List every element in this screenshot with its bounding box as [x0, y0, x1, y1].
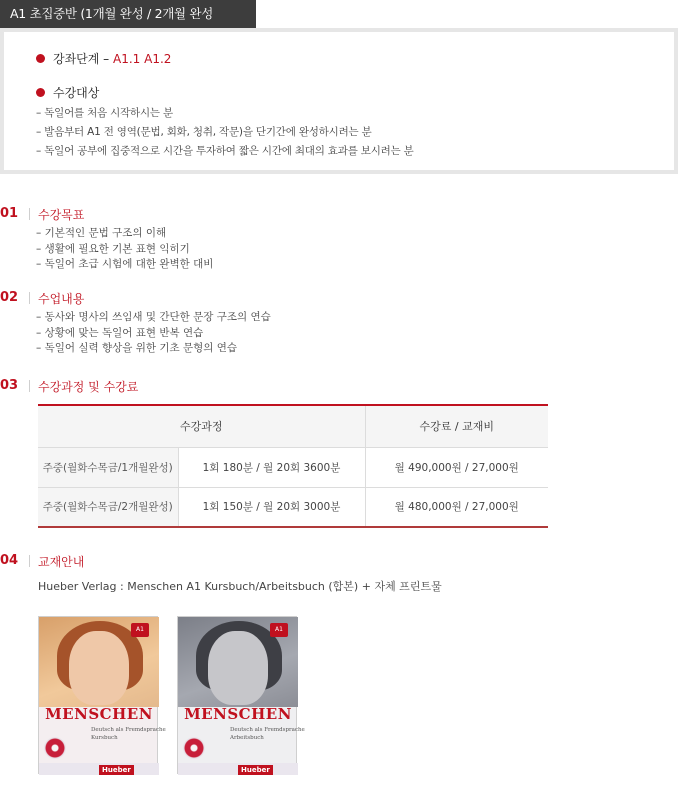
list-item: – 상황에 맞는 독일어 표현 반복 연습 — [36, 326, 204, 339]
textbook-info: Hueber Verlag : Menschen A1 Kursbuch/Arbeitsbuch (합본) + 자체 프린트물 — [38, 580, 442, 593]
section-divider — [29, 380, 30, 392]
list-item: – 기본적인 문법 구조의 이해 — [36, 227, 167, 239]
list-item: – 생활에 필요한 기본 표현 익히기 — [36, 242, 190, 255]
goals-list — [36, 226, 213, 273]
list-item: – 동사와 명사의 쓰임새 및 간단한 문장 구조의 연습 — [36, 311, 271, 323]
publisher-logo: Hueber — [238, 765, 273, 775]
cd-icon — [44, 737, 66, 759]
cd-icon — [183, 737, 205, 759]
section-number: 02 — [0, 290, 19, 305]
arbeitsbuch-cover-image — [177, 616, 305, 774]
course-summary-box — [0, 28, 678, 174]
table-header-row — [38, 405, 548, 447]
book-subtitle-line: Kursbuch — [91, 735, 118, 741]
course-schedule: 1회 180분 / 월 20회 3600분 — [178, 447, 365, 487]
table-row — [38, 447, 548, 487]
section-title: 수강목표 — [38, 208, 85, 222]
book-subtitle-line: Deutsch als Fremdsprache — [91, 727, 166, 733]
course-name: 주중(월화수목금/2개월완성) — [38, 487, 178, 527]
bullet-dot-icon — [36, 88, 45, 97]
book-subtitle-line: Deutsch als Fremdsprache — [230, 727, 305, 733]
course-stage-label: 강좌단계 – — [53, 52, 110, 66]
table-header-fee: 수강료 / 교재비 — [365, 405, 548, 447]
level-badge: A1 — [131, 623, 149, 637]
book-brand: MENSCHEN — [45, 705, 153, 723]
content-list — [36, 310, 271, 357]
target-audience-heading — [36, 84, 99, 101]
section-title: 수강과정 및 수강료 — [38, 380, 139, 394]
book-subtitle — [91, 726, 166, 742]
book-subtitle — [230, 726, 305, 742]
bullet-dot-icon — [36, 54, 45, 63]
cover-photo-face — [208, 631, 268, 705]
course-stage-value: A1.1 A1.2 — [113, 52, 172, 66]
section-number: 04 — [0, 553, 19, 568]
kursbuch-cover-image — [38, 616, 166, 774]
list-item: – 독일어 실력 향상을 위한 기초 문형의 연습 — [36, 342, 238, 354]
list-item: – 독일어를 처음 시작하시는 분 — [36, 107, 173, 119]
fees-table — [38, 404, 548, 528]
table-row — [38, 487, 548, 527]
course-name: 주중(월화수목금/1개월완성) — [38, 447, 178, 487]
target-audience-list — [36, 104, 414, 161]
section-number: 03 — [0, 378, 19, 393]
section-divider — [29, 208, 30, 220]
book-brand: MENSCHEN — [184, 705, 292, 723]
list-item: – 독일어 공부에 집중적으로 시간을 투자하여 짧은 시간에 최대의 효과를 보시려는 분 — [36, 145, 414, 157]
section-title: 수업내용 — [38, 292, 85, 306]
course-stage — [36, 50, 171, 67]
list-item: – 독일어 초급 시험에 대한 완벽한 대비 — [36, 258, 214, 270]
section-divider — [29, 292, 30, 304]
list-item: – 발음부터 A1 전 영역(문법, 회화, 청취, 작문)을 단기간에 완성하시려는 분 — [36, 126, 372, 138]
page-title: A1 초집중반 (1개월 완성 / 2개월 완성 — [0, 0, 256, 28]
course-fee: 월 480,000원 / 27,000원 — [365, 487, 548, 527]
cover-photo-face — [69, 631, 129, 705]
section-title: 교재안내 — [38, 555, 85, 569]
level-badge: A1 — [270, 623, 288, 637]
section-number: 01 — [0, 206, 19, 221]
section-divider — [29, 555, 30, 567]
table-header-course: 수강과정 — [38, 405, 365, 447]
course-fee: 월 490,000원 / 27,000원 — [365, 447, 548, 487]
publisher-logo: Hueber — [99, 765, 134, 775]
course-schedule: 1회 150분 / 월 20회 3000분 — [178, 487, 365, 527]
book-subtitle-line: Arbeitsbuch — [230, 735, 264, 741]
target-audience-label: 수강대상 — [53, 86, 100, 100]
